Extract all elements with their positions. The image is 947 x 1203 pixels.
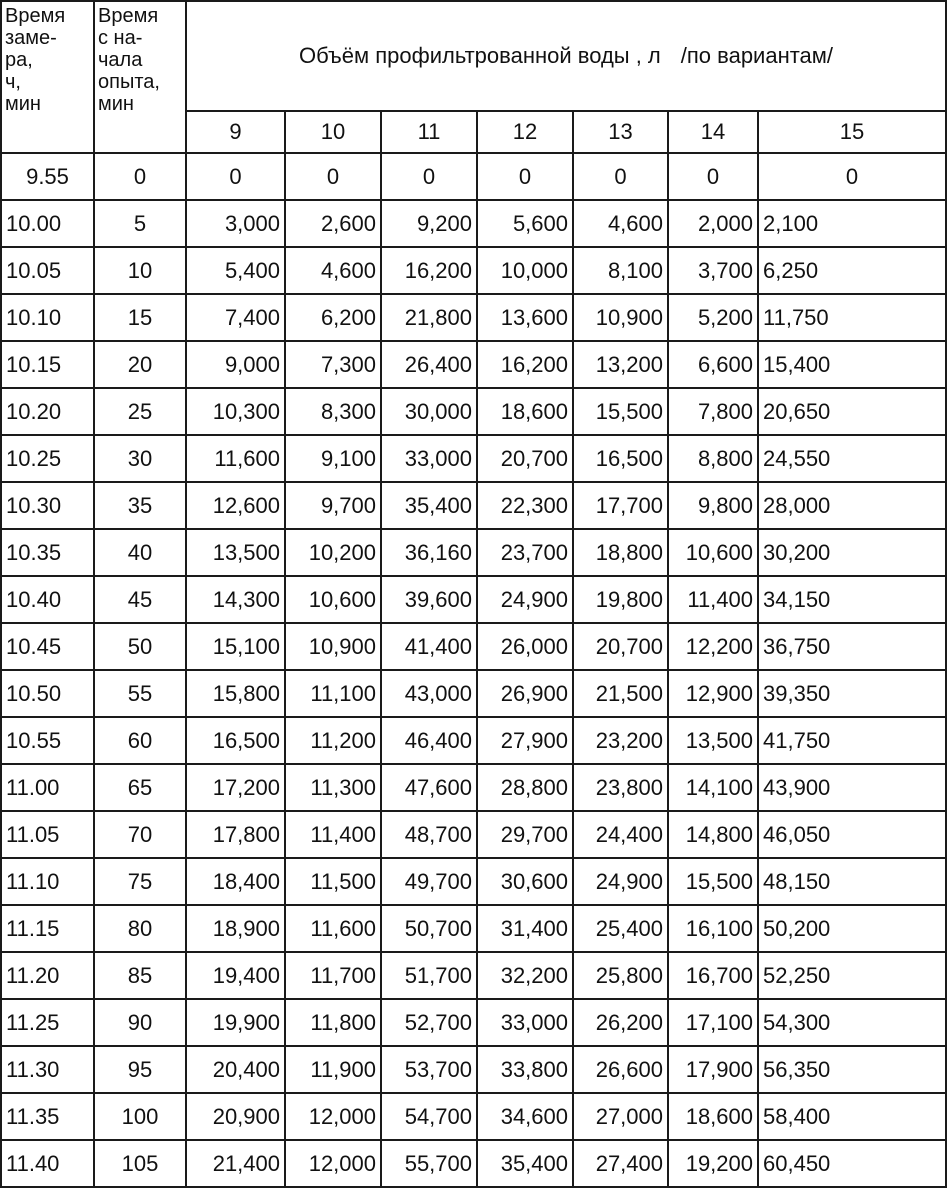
cell-value-variant-11: 53,700 [381, 1046, 477, 1093]
cell-value-variant-12: 10,000 [477, 247, 573, 294]
cell-minutes: 70 [94, 811, 186, 858]
variant-header-12: 12 [477, 111, 573, 153]
cell-minutes: 25 [94, 388, 186, 435]
cell-value-variant-11: 21,800 [381, 294, 477, 341]
cell-value-variant-15: 46,050 [758, 811, 946, 858]
cell-time: 11.20 [1, 952, 94, 999]
cell-value-variant-14: 18,600 [668, 1093, 758, 1140]
cell-value-variant-11: 26,400 [381, 341, 477, 388]
cell-value-variant-14: 12,900 [668, 670, 758, 717]
cell-value-variant-11: 33,000 [381, 435, 477, 482]
variants-title-text: /по вариантам/ [680, 43, 834, 68]
cell-value-variant-9: 18,900 [186, 905, 285, 952]
cell-time: 10.40 [1, 576, 94, 623]
table-row [1, 529, 946, 576]
cell-value-variant-11: 47,600 [381, 764, 477, 811]
cell-value-variant-11: 51,700 [381, 952, 477, 999]
cell-time: 10.10 [1, 294, 94, 341]
cell-time: 11.05 [1, 811, 94, 858]
table-row [1, 341, 946, 388]
cell-value-variant-12: 33,000 [477, 999, 573, 1046]
cell-value-variant-11: 43,000 [381, 670, 477, 717]
cell-value-variant-10: 10,600 [285, 576, 381, 623]
cell-value-variant-15: 36,750 [758, 623, 946, 670]
cell-value-variant-10: 0 [285, 153, 381, 200]
cell-value-variant-11: 48,700 [381, 811, 477, 858]
cell-value-variant-10: 11,800 [285, 999, 381, 1046]
cell-value-variant-11: 30,000 [381, 388, 477, 435]
table-row [1, 247, 946, 294]
cell-value-variant-15: 50,200 [758, 905, 946, 952]
cell-value-variant-11: 16,200 [381, 247, 477, 294]
cell-value-variant-15: 39,350 [758, 670, 946, 717]
cell-time: 10.45 [1, 623, 94, 670]
cell-value-variant-14: 7,800 [668, 388, 758, 435]
cell-value-variant-14: 19,200 [668, 1140, 758, 1187]
cell-value-variant-10: 11,500 [285, 858, 381, 905]
cell-value-variant-11: 41,400 [381, 623, 477, 670]
cell-time: 10.35 [1, 529, 94, 576]
cell-minutes: 35 [94, 482, 186, 529]
cell-value-variant-12: 28,800 [477, 764, 573, 811]
cell-value-variant-13: 25,800 [573, 952, 668, 999]
cell-value-variant-9: 20,400 [186, 1046, 285, 1093]
cell-time: 10.05 [1, 247, 94, 294]
cell-value-variant-15: 56,350 [758, 1046, 946, 1093]
table-row [1, 1046, 946, 1093]
cell-minutes: 60 [94, 717, 186, 764]
table-row [1, 388, 946, 435]
cell-value-variant-15: 54,300 [758, 999, 946, 1046]
cell-value-variant-9: 3,000 [186, 200, 285, 247]
cell-value-variant-11: 9,200 [381, 200, 477, 247]
cell-minutes: 10 [94, 247, 186, 294]
cell-value-variant-14: 12,200 [668, 623, 758, 670]
variant-header-13: 13 [573, 111, 668, 153]
table-row [1, 717, 946, 764]
cell-time: 11.10 [1, 858, 94, 905]
header-row-title [1, 1, 946, 111]
cell-value-variant-13: 23,200 [573, 717, 668, 764]
table-row [1, 952, 946, 999]
cell-time: 10.30 [1, 482, 94, 529]
table-row [1, 1093, 946, 1140]
cell-value-variant-10: 7,300 [285, 341, 381, 388]
cell-value-variant-11: 35,400 [381, 482, 477, 529]
cell-minutes: 100 [94, 1093, 186, 1140]
cell-value-variant-10: 6,200 [285, 294, 381, 341]
cell-value-variant-12: 30,600 [477, 858, 573, 905]
cell-value-variant-13: 24,900 [573, 858, 668, 905]
cell-value-variant-9: 12,600 [186, 482, 285, 529]
cell-time: 9.55 [1, 153, 94, 200]
cell-value-variant-12: 35,400 [477, 1140, 573, 1187]
table-row [1, 764, 946, 811]
cell-value-variant-11: 36,160 [381, 529, 477, 576]
table-row [1, 1140, 946, 1187]
cell-value-variant-12: 26,900 [477, 670, 573, 717]
cell-value-variant-14: 9,800 [668, 482, 758, 529]
table-row [1, 623, 946, 670]
cell-value-variant-15: 15,400 [758, 341, 946, 388]
cell-value-variant-14: 13,500 [668, 717, 758, 764]
cell-value-variant-9: 15,100 [186, 623, 285, 670]
cell-value-variant-10: 8,300 [285, 388, 381, 435]
cell-value-variant-14: 17,100 [668, 999, 758, 1046]
cell-value-variant-14: 3,700 [668, 247, 758, 294]
cell-time: 11.15 [1, 905, 94, 952]
cell-value-variant-13: 24,400 [573, 811, 668, 858]
cell-minutes: 0 [94, 153, 186, 200]
cell-time: 10.15 [1, 341, 94, 388]
cell-value-variant-13: 26,200 [573, 999, 668, 1046]
cell-value-variant-12: 20,700 [477, 435, 573, 482]
header-time-of-measurement: Время заме- ра, ч, мин [1, 1, 94, 153]
cell-minutes: 55 [94, 670, 186, 717]
cell-value-variant-11: 55,700 [381, 1140, 477, 1187]
cell-value-variant-9: 10,300 [186, 388, 285, 435]
cell-minutes: 80 [94, 905, 186, 952]
variant-header-15: 15 [758, 111, 946, 153]
cell-value-variant-10: 11,600 [285, 905, 381, 952]
cell-value-variant-9: 15,800 [186, 670, 285, 717]
variant-header-14: 14 [668, 111, 758, 153]
cell-minutes: 30 [94, 435, 186, 482]
cell-time: 10.50 [1, 670, 94, 717]
cell-value-variant-9: 20,900 [186, 1093, 285, 1140]
header-volume-title [186, 1, 946, 111]
cell-value-variant-9: 7,400 [186, 294, 285, 341]
cell-value-variant-13: 21,500 [573, 670, 668, 717]
cell-minutes: 90 [94, 999, 186, 1046]
cell-value-variant-10: 11,200 [285, 717, 381, 764]
cell-value-variant-10: 4,600 [285, 247, 381, 294]
cell-time: 10.20 [1, 388, 94, 435]
cell-value-variant-12: 27,900 [477, 717, 573, 764]
cell-value-variant-9: 18,400 [186, 858, 285, 905]
cell-value-variant-14: 14,800 [668, 811, 758, 858]
cell-value-variant-11: 46,400 [381, 717, 477, 764]
cell-value-variant-12: 31,400 [477, 905, 573, 952]
cell-value-variant-15: 43,900 [758, 764, 946, 811]
cell-minutes: 85 [94, 952, 186, 999]
cell-value-variant-12: 24,900 [477, 576, 573, 623]
cell-value-variant-12: 13,600 [477, 294, 573, 341]
cell-value-variant-9: 5,400 [186, 247, 285, 294]
cell-value-variant-14: 16,700 [668, 952, 758, 999]
cell-value-variant-9: 19,400 [186, 952, 285, 999]
volume-title-text: Объём профильтрованной воды , л [299, 43, 661, 68]
cell-value-variant-10: 10,200 [285, 529, 381, 576]
cell-value-variant-9: 17,200 [186, 764, 285, 811]
cell-value-variant-14: 6,600 [668, 341, 758, 388]
cell-value-variant-13: 26,600 [573, 1046, 668, 1093]
cell-value-variant-9: 11,600 [186, 435, 285, 482]
cell-value-variant-12: 32,200 [477, 952, 573, 999]
cell-value-variant-12: 26,000 [477, 623, 573, 670]
cell-value-variant-15: 48,150 [758, 858, 946, 905]
cell-value-variant-13: 16,500 [573, 435, 668, 482]
cell-time: 10.55 [1, 717, 94, 764]
cell-minutes: 95 [94, 1046, 186, 1093]
table-row [1, 811, 946, 858]
cell-minutes: 40 [94, 529, 186, 576]
cell-value-variant-10: 11,100 [285, 670, 381, 717]
cell-minutes: 45 [94, 576, 186, 623]
cell-minutes: 75 [94, 858, 186, 905]
table-row [1, 435, 946, 482]
cell-time: 11.40 [1, 1140, 94, 1187]
cell-value-variant-9: 0 [186, 153, 285, 200]
cell-value-variant-10: 10,900 [285, 623, 381, 670]
cell-value-variant-14: 11,400 [668, 576, 758, 623]
header-time-from-start: Время с на- чала опыта, мин [94, 1, 186, 153]
cell-value-variant-11: 0 [381, 153, 477, 200]
cell-value-variant-14: 15,500 [668, 858, 758, 905]
cell-value-variant-15: 60,450 [758, 1140, 946, 1187]
cell-value-variant-15: 2,100 [758, 200, 946, 247]
cell-value-variant-10: 2,600 [285, 200, 381, 247]
cell-value-variant-15: 30,200 [758, 529, 946, 576]
cell-value-variant-13: 8,100 [573, 247, 668, 294]
cell-value-variant-11: 39,600 [381, 576, 477, 623]
cell-value-variant-9: 19,900 [186, 999, 285, 1046]
cell-value-variant-12: 18,600 [477, 388, 573, 435]
table-row [1, 200, 946, 247]
cell-value-variant-11: 52,700 [381, 999, 477, 1046]
table-row [1, 482, 946, 529]
cell-value-variant-13: 15,500 [573, 388, 668, 435]
cell-value-variant-15: 24,550 [758, 435, 946, 482]
cell-minutes: 65 [94, 764, 186, 811]
cell-time: 10.00 [1, 200, 94, 247]
cell-value-variant-11: 50,700 [381, 905, 477, 952]
cell-value-variant-15: 41,750 [758, 717, 946, 764]
cell-value-variant-14: 5,200 [668, 294, 758, 341]
cell-value-variant-11: 49,700 [381, 858, 477, 905]
cell-minutes: 20 [94, 341, 186, 388]
cell-value-variant-13: 19,800 [573, 576, 668, 623]
cell-value-variant-10: 12,000 [285, 1093, 381, 1140]
cell-value-variant-15: 6,250 [758, 247, 946, 294]
cell-time: 11.00 [1, 764, 94, 811]
cell-value-variant-10: 9,100 [285, 435, 381, 482]
cell-value-variant-15: 52,250 [758, 952, 946, 999]
cell-value-variant-9: 17,800 [186, 811, 285, 858]
cell-value-variant-15: 0 [758, 153, 946, 200]
cell-minutes: 105 [94, 1140, 186, 1187]
cell-value-variant-13: 13,200 [573, 341, 668, 388]
cell-value-variant-12: 16,200 [477, 341, 573, 388]
cell-value-variant-13: 20,700 [573, 623, 668, 670]
table-row [1, 294, 946, 341]
cell-minutes: 5 [94, 200, 186, 247]
cell-value-variant-15: 28,000 [758, 482, 946, 529]
cell-value-variant-10: 11,700 [285, 952, 381, 999]
cell-value-variant-15: 34,150 [758, 576, 946, 623]
cell-value-variant-9: 13,500 [186, 529, 285, 576]
cell-value-variant-10: 9,700 [285, 482, 381, 529]
table-row [1, 153, 946, 200]
variant-header-9: 9 [186, 111, 285, 153]
cell-value-variant-9: 21,400 [186, 1140, 285, 1187]
cell-time: 11.25 [1, 999, 94, 1046]
cell-value-variant-14: 8,800 [668, 435, 758, 482]
table-row [1, 999, 946, 1046]
cell-value-variant-14: 10,600 [668, 529, 758, 576]
cell-value-variant-14: 17,900 [668, 1046, 758, 1093]
cell-value-variant-12: 33,800 [477, 1046, 573, 1093]
cell-value-variant-13: 0 [573, 153, 668, 200]
cell-value-variant-12: 0 [477, 153, 573, 200]
table-row [1, 858, 946, 905]
cell-value-variant-13: 25,400 [573, 905, 668, 952]
variant-header-11: 11 [381, 111, 477, 153]
cell-value-variant-12: 5,600 [477, 200, 573, 247]
cell-value-variant-15: 20,650 [758, 388, 946, 435]
cell-value-variant-10: 11,300 [285, 764, 381, 811]
cell-value-variant-13: 27,000 [573, 1093, 668, 1140]
cell-value-variant-10: 11,900 [285, 1046, 381, 1093]
cell-value-variant-14: 2,000 [668, 200, 758, 247]
variant-header-10: 10 [285, 111, 381, 153]
cell-value-variant-12: 22,300 [477, 482, 573, 529]
cell-value-variant-9: 14,300 [186, 576, 285, 623]
cell-minutes: 15 [94, 294, 186, 341]
cell-value-variant-10: 12,000 [285, 1140, 381, 1187]
table-body [1, 153, 946, 1187]
cell-value-variant-9: 9,000 [186, 341, 285, 388]
cell-value-variant-13: 23,800 [573, 764, 668, 811]
cell-minutes: 50 [94, 623, 186, 670]
cell-value-variant-14: 16,100 [668, 905, 758, 952]
cell-time: 10.25 [1, 435, 94, 482]
cell-value-variant-10: 11,400 [285, 811, 381, 858]
cell-value-variant-14: 14,100 [668, 764, 758, 811]
cell-time: 11.30 [1, 1046, 94, 1093]
cell-value-variant-13: 4,600 [573, 200, 668, 247]
cell-time: 11.35 [1, 1093, 94, 1140]
cell-value-variant-12: 23,700 [477, 529, 573, 576]
cell-value-variant-14: 0 [668, 153, 758, 200]
cell-value-variant-9: 16,500 [186, 717, 285, 764]
cell-value-variant-13: 18,800 [573, 529, 668, 576]
cell-value-variant-13: 10,900 [573, 294, 668, 341]
cell-value-variant-15: 58,400 [758, 1093, 946, 1140]
cell-value-variant-15: 11,750 [758, 294, 946, 341]
cell-value-variant-12: 34,600 [477, 1093, 573, 1140]
cell-value-variant-13: 17,700 [573, 482, 668, 529]
cell-value-variant-13: 27,400 [573, 1140, 668, 1187]
table-row [1, 905, 946, 952]
table-row [1, 576, 946, 623]
table-row [1, 670, 946, 717]
cell-value-variant-12: 29,700 [477, 811, 573, 858]
cell-value-variant-11: 54,700 [381, 1093, 477, 1140]
